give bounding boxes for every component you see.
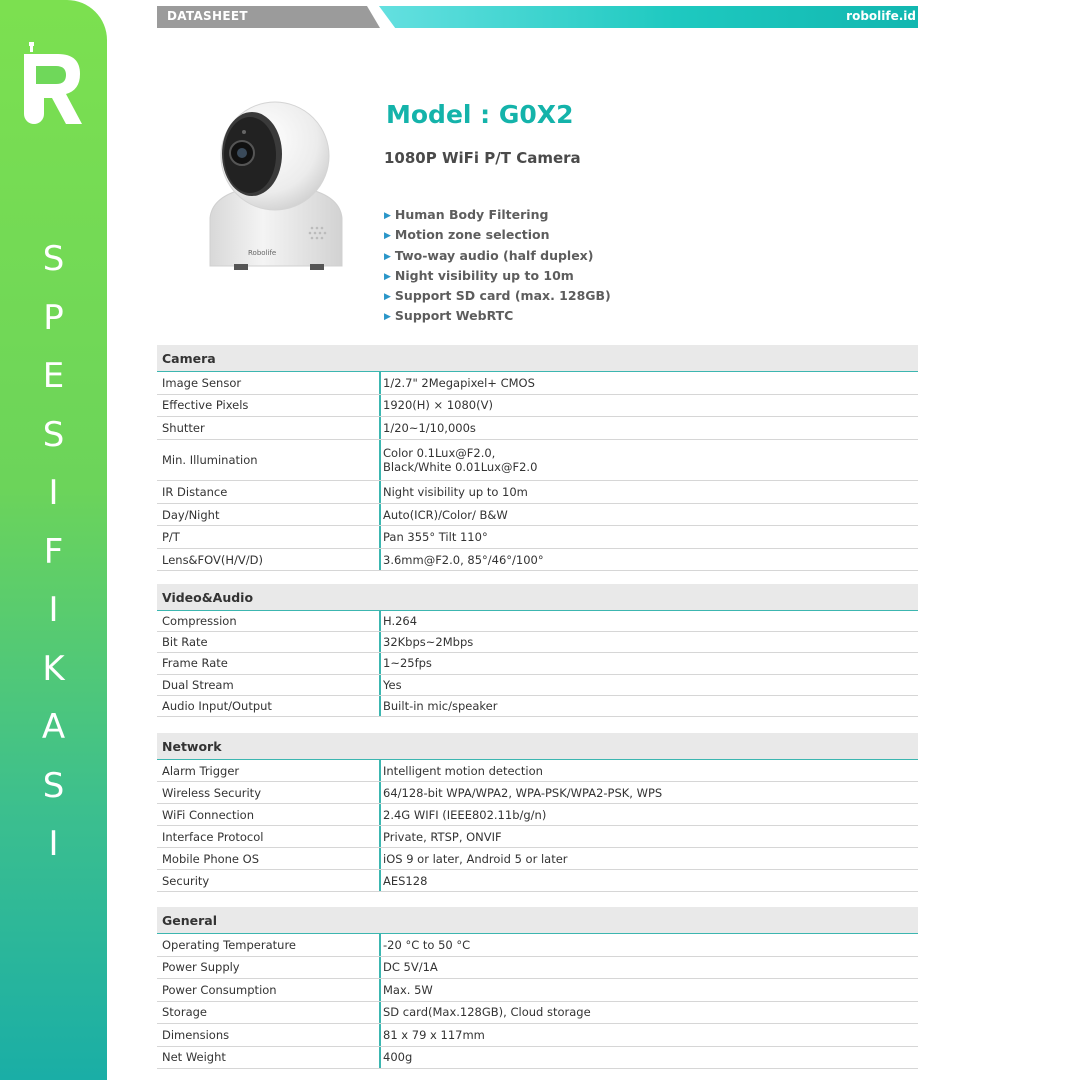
spec-label: Mobile Phone OS	[162, 851, 260, 866]
spec-value-line: Intelligent motion detection	[383, 763, 543, 778]
feature-item: ▶ Human Body Filtering	[384, 207, 549, 222]
spec-value	[379, 979, 918, 1001]
spec-value	[379, 611, 918, 631]
triangle-bullet-icon: ▶	[384, 211, 391, 221]
spec-value	[379, 804, 918, 825]
vertical-letter: E	[42, 356, 65, 396]
feature-item: ▶ Support WebRTC	[384, 308, 514, 324]
spec-label: Image Sensor	[162, 375, 242, 390]
section-camera	[157, 345, 918, 571]
feature-item: ▶ Two-way audio (half duplex)	[384, 247, 594, 263]
spec-row	[157, 417, 918, 440]
spec-row	[157, 372, 918, 395]
robolife-logo-icon	[22, 42, 84, 128]
spec-value-line: SD card(Max.128GB), Cloud storage	[383, 1005, 591, 1020]
spec-value	[379, 504, 918, 526]
spec-label: Alarm Trigger	[162, 763, 240, 778]
spec-value	[379, 372, 918, 394]
spec-label: Frame Rate	[162, 656, 228, 671]
spec-label: Shutter	[162, 420, 205, 435]
spec-value	[379, 549, 918, 571]
spec-label: Power Consumption	[162, 982, 277, 997]
spec-label: Storage	[162, 1005, 207, 1020]
spec-row	[157, 1047, 918, 1070]
spec-row	[157, 440, 918, 482]
spec-label: Bit Rate	[162, 635, 208, 650]
vertical-letter: A	[41, 707, 66, 747]
spec-value-line: 400g	[383, 1050, 413, 1065]
product-subtitle: 1080P WiFi P/T Camera	[384, 149, 581, 167]
feature-item: ▶ Motion zone selection	[384, 227, 550, 243]
spec-value	[379, 675, 918, 695]
spec-value-line: Color 0.1Lux@F2.0,	[383, 445, 496, 460]
spec-value	[379, 395, 918, 417]
spec-value-line: 81 x 79 x 117mm	[383, 1027, 485, 1042]
sidebar	[0, 0, 107, 1080]
spec-value-line: AES128	[383, 873, 428, 888]
spec-value	[379, 957, 918, 979]
spec-row	[157, 611, 918, 632]
spec-value	[379, 1024, 918, 1046]
spec-row	[157, 760, 918, 782]
spec-row	[157, 481, 918, 504]
spec-value	[379, 870, 918, 891]
spec-value-line: DC 5V/1A	[383, 960, 438, 975]
spec-value	[379, 760, 918, 781]
spec-row	[157, 632, 918, 653]
header-site-bar	[379, 6, 918, 28]
spec-value-line: 2.4G WIFI (IEEE802.11b/g/n)	[383, 807, 547, 822]
spec-value-line: 3.6mm@F2.0, 85°/46°/100°	[383, 552, 544, 567]
spec-value-line: 1/2.7" 2Megapixel+ CMOS	[383, 375, 535, 390]
feature-item: ▶ Night visibility up to 10m	[384, 267, 574, 283]
spec-value-line: Private, RTSP, ONVIF	[383, 829, 502, 844]
spec-row	[157, 957, 918, 980]
spec-label: Audio Input/Output	[162, 698, 272, 713]
spec-value	[379, 934, 918, 956]
spec-row	[157, 804, 918, 826]
triangle-bullet-icon: ▶	[384, 312, 391, 323]
spec-value-line: Auto(ICR)/Color/ B&W	[383, 507, 508, 522]
spec-value	[379, 1047, 918, 1069]
spec-value-line: Yes	[383, 677, 402, 692]
spec-row	[157, 675, 918, 696]
model-title: Model : G0X2	[386, 100, 574, 129]
spec-value-line: Max. 5W	[383, 982, 433, 997]
spec-value	[379, 526, 918, 548]
spec-label: Day/Night	[162, 507, 220, 522]
camera-brand-mark: Robolife	[248, 249, 277, 257]
spec-value-line: 1~25fps	[383, 656, 432, 671]
vertical-letter: F	[43, 531, 64, 572]
spec-label: Interface Protocol	[162, 829, 264, 844]
spec-row	[157, 826, 918, 848]
spec-value	[379, 440, 918, 481]
spec-value	[379, 782, 918, 803]
spec-value	[379, 417, 918, 439]
section-title: Network	[157, 733, 918, 760]
spec-value-line: Night visibility up to 10m	[383, 485, 528, 500]
vertical-letter: S	[42, 239, 65, 279]
spec-label: Effective Pixels	[162, 398, 249, 413]
triangle-bullet-icon: ▶	[384, 271, 391, 282]
spec-row	[157, 870, 918, 892]
spec-value-line: Pan 355° Tilt 110°	[383, 530, 488, 545]
spec-value-line: 32Kbps~2Mbps	[383, 635, 474, 650]
vertical-letter: P	[43, 297, 64, 338]
spec-value	[379, 632, 918, 652]
section-video-audio	[157, 584, 918, 717]
spec-row	[157, 1002, 918, 1025]
spec-label: Lens&FOV(H/V/D)	[162, 552, 263, 567]
spec-value-line: iOS 9 or later, Android 5 or later	[383, 851, 568, 866]
vertical-letter: I	[48, 473, 59, 513]
triangle-bullet-icon: ▶	[384, 292, 391, 303]
spec-value	[379, 696, 918, 716]
spec-label: Dual Stream	[162, 677, 234, 692]
spec-value-line: Black/White 0.01Lux@F2.0	[383, 459, 538, 474]
section-title: General	[157, 907, 918, 934]
spec-value-line: H.264	[383, 614, 418, 629]
spec-row	[157, 782, 918, 804]
spec-label: Power Supply	[162, 960, 240, 975]
vertical-title	[0, 230, 107, 874]
spec-label: WiFi Connection	[162, 807, 255, 822]
spec-row	[157, 653, 918, 674]
spec-label: Compression	[162, 614, 237, 629]
vertical-letter: S	[42, 414, 65, 455]
spec-label: Wireless Security	[162, 785, 261, 800]
spec-row	[157, 526, 918, 549]
vertical-letter: K	[42, 648, 65, 689]
spec-label: Operating Temperature	[162, 937, 296, 952]
vertical-letter: I	[48, 590, 59, 630]
spec-value	[379, 826, 918, 847]
spec-row	[157, 696, 918, 717]
spec-row	[157, 848, 918, 870]
triangle-bullet-icon: ▶	[384, 251, 391, 262]
spec-label: Net Weight	[162, 1050, 226, 1065]
spec-row	[157, 395, 918, 418]
header-site-link[interactable]: robolife.id	[846, 9, 916, 23]
vertical-letter: S	[42, 765, 65, 806]
spec-value	[379, 848, 918, 869]
header-datasheet-label: DATASHEET	[167, 9, 248, 23]
spec-row	[157, 1024, 918, 1047]
section-title: Camera	[157, 345, 918, 372]
section-title: Video&Audio	[157, 584, 918, 611]
spec-value-line: Built-in mic/speaker	[383, 698, 498, 713]
feature-item: ▶ Support SD card (max. 128GB)	[384, 288, 611, 304]
spec-label: Security	[162, 873, 210, 888]
feature-list	[384, 205, 611, 327]
spec-value-line: 64/128-bit WPA/WPA2, WPA-PSK/WPA2-PSK, WPS	[383, 785, 663, 800]
spec-value	[379, 481, 918, 503]
spec-label: Dimensions	[162, 1027, 230, 1042]
spec-value	[379, 1002, 918, 1024]
section-network	[157, 733, 918, 892]
spec-row	[157, 504, 918, 527]
spec-value-line: -20 °C to 50 °C	[383, 937, 471, 952]
spec-row	[157, 979, 918, 1002]
spec-value-line: 1/20~1/10,000s	[383, 420, 476, 435]
header-datasheet-tip	[360, 6, 380, 28]
spec-row	[157, 934, 918, 957]
camera-product-image	[200, 98, 350, 278]
spec-label: IR Distance	[162, 485, 228, 500]
section-general	[157, 907, 918, 1069]
spec-label: P/T	[162, 530, 180, 545]
spec-value	[379, 653, 918, 673]
spec-value-line: 1920(H) × 1080(V)	[383, 398, 493, 413]
spec-label: Min. Illumination	[162, 452, 258, 467]
triangle-bullet-icon: ▶	[384, 231, 391, 242]
spec-row	[157, 549, 918, 572]
vertical-letter: I	[48, 824, 59, 864]
